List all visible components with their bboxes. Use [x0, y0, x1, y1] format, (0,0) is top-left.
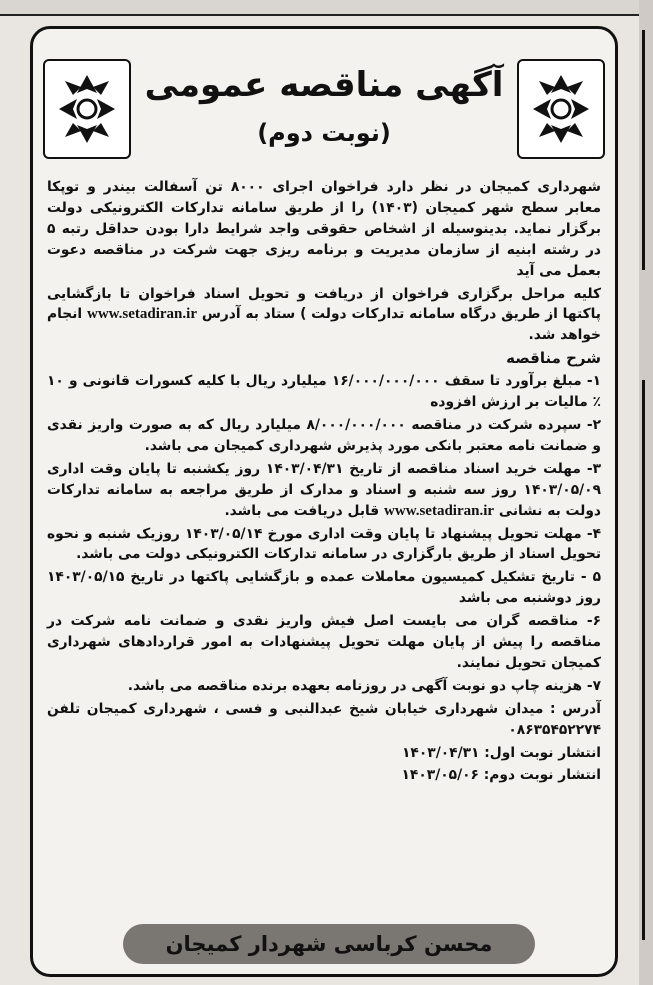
- intro-text: فراخوان اجرای ۸۰۰۰ تن آسفالت بیندر و توپکا معابر سطح شهر کمیجان (۱۴۰۳) را از طریق سامانه تدارکات الکترونیکی دولت برگزار نماید. بدینوسیله از اشخاص حقوقی واجد شرایط دارا بودن حداقل رتبه ۵ در رشته ابنیه از سازمان مدیریت و برنامه ریزی جهت شرکت در مناقصه دعوت بعمل می آید: [47, 179, 601, 279]
- signature-band: [123, 924, 535, 964]
- notice-frame: [30, 26, 618, 977]
- intro-lead: شهرداری کمیجان در نظر دارد: [386, 179, 601, 195]
- emblem-icon: [51, 67, 123, 151]
- stages-end: انجام خواهد شد.: [47, 306, 601, 344]
- signature-text: محسن کرباسی شهردار کمیجان: [165, 932, 493, 956]
- right-edge-strip: [639, 0, 653, 985]
- item-7: ۷- هزینه چاپ دو نوبت آگهی در روزنامه بعهده برنده مناقصه می باشد.: [127, 677, 601, 694]
- stages-text: کلیه مراحل برگزاری فراخوان از دریافت و تحویل اسناد فراخوان تا بازگشایی پاکتها از طریق درگاه سامانه تدارکات دولت ) ستاد به آدرس: [47, 285, 601, 323]
- notice-title: آگهی مناقصه عمومی: [144, 65, 504, 105]
- stages-paragraph: [47, 284, 601, 347]
- item-1: ۱- مبلغ برآورد تا سقف ۱۶/۰۰۰/۰۰۰/۰۰۰ میلیارد ریال با کلیه کسورات قانونی و ۱۰ ٪ مالیات بر ارزش افزوده: [47, 373, 601, 411]
- notice-body: [47, 177, 601, 788]
- phone-number: ۰۸۶۳۵۴۵۲۲۷۴: [508, 721, 601, 738]
- item-3-url-link[interactable]: www.setadiran.ir: [384, 502, 495, 519]
- intro-paragraph: [47, 177, 601, 282]
- address-text: آدرس : میدان شهرداری خیابان شیخ عبدالنبی و فسی ، شهرداری کمیجان تلفن: [47, 700, 601, 717]
- setad-url-link[interactable]: www.setadiran.ir: [86, 306, 197, 323]
- address-line: [47, 699, 601, 741]
- publication-second: انتشار نوبت دوم: ۱۴۰۳/۰۵/۰۶: [401, 767, 601, 784]
- section-heading: شرح مناقصه: [506, 349, 601, 368]
- publication-first: انتشار نوبت اول: ۱۴۰۳/۰۴/۳۱: [402, 744, 601, 761]
- notice-subtitle: (نوبت دوم): [257, 119, 391, 147]
- emblem-logo-right: [517, 59, 605, 159]
- item-3-text: ۳- مهلت خرید اسناد مناقصه از تاریخ ۱۴۰۳/۰۴/۳۱ روز یکشنبه تا پایان وقت اداری ۱۴۰۳/۰۵/۰۹ روز سه شنبه و اسناد و مدارک از طریق مراجعه به سامانه تدارکات دولت به نشانی: [47, 460, 601, 519]
- item-6: ۶- مناقصه گران می بایست اصل فیش واریز نقدی و ضمانت نامه شرکت در مناقصه را پیش از پایان مهلت تحویل پیشنهادات به امور قراردادهای شهرداری کمیجان تحویل نمایند.: [47, 613, 601, 671]
- item-2: ۲- سپرده شرکت در مناقصه ۸/۰۰۰/۰۰۰/۰۰۰ میلیارد ریال که به صورت واریز نقدی و ضمانت نامه معتبر بانکی مورد پذیرش شهرداری کمیجان می باشد.: [47, 416, 601, 454]
- item-4: ۴- مهلت تحویل پیشنهاد تا پایان وقت اداری مورخ ۱۴۰۳/۰۵/۱۴ روزیک شنبه و نحوه تحویل اسناد از طریق بارگزاری در سامانه تدارکات الکترونیکی دولت می باشد.: [47, 525, 601, 563]
- title-block: [133, 61, 515, 151]
- emblem-icon: [525, 67, 597, 151]
- emblem-logo-left: [43, 59, 131, 159]
- item-5: ۵ - تاریخ تشکیل کمیسیون معاملات عمده و بازگشایی پاکتها در تاریخ ۱۴۰۳/۰۵/۱۵ روز دوشنبه می باشد: [47, 569, 601, 607]
- item-3-end: قابل دریافت می باشد.: [224, 502, 380, 519]
- item-3: [47, 459, 601, 522]
- top-edge-strip: [0, 0, 653, 16]
